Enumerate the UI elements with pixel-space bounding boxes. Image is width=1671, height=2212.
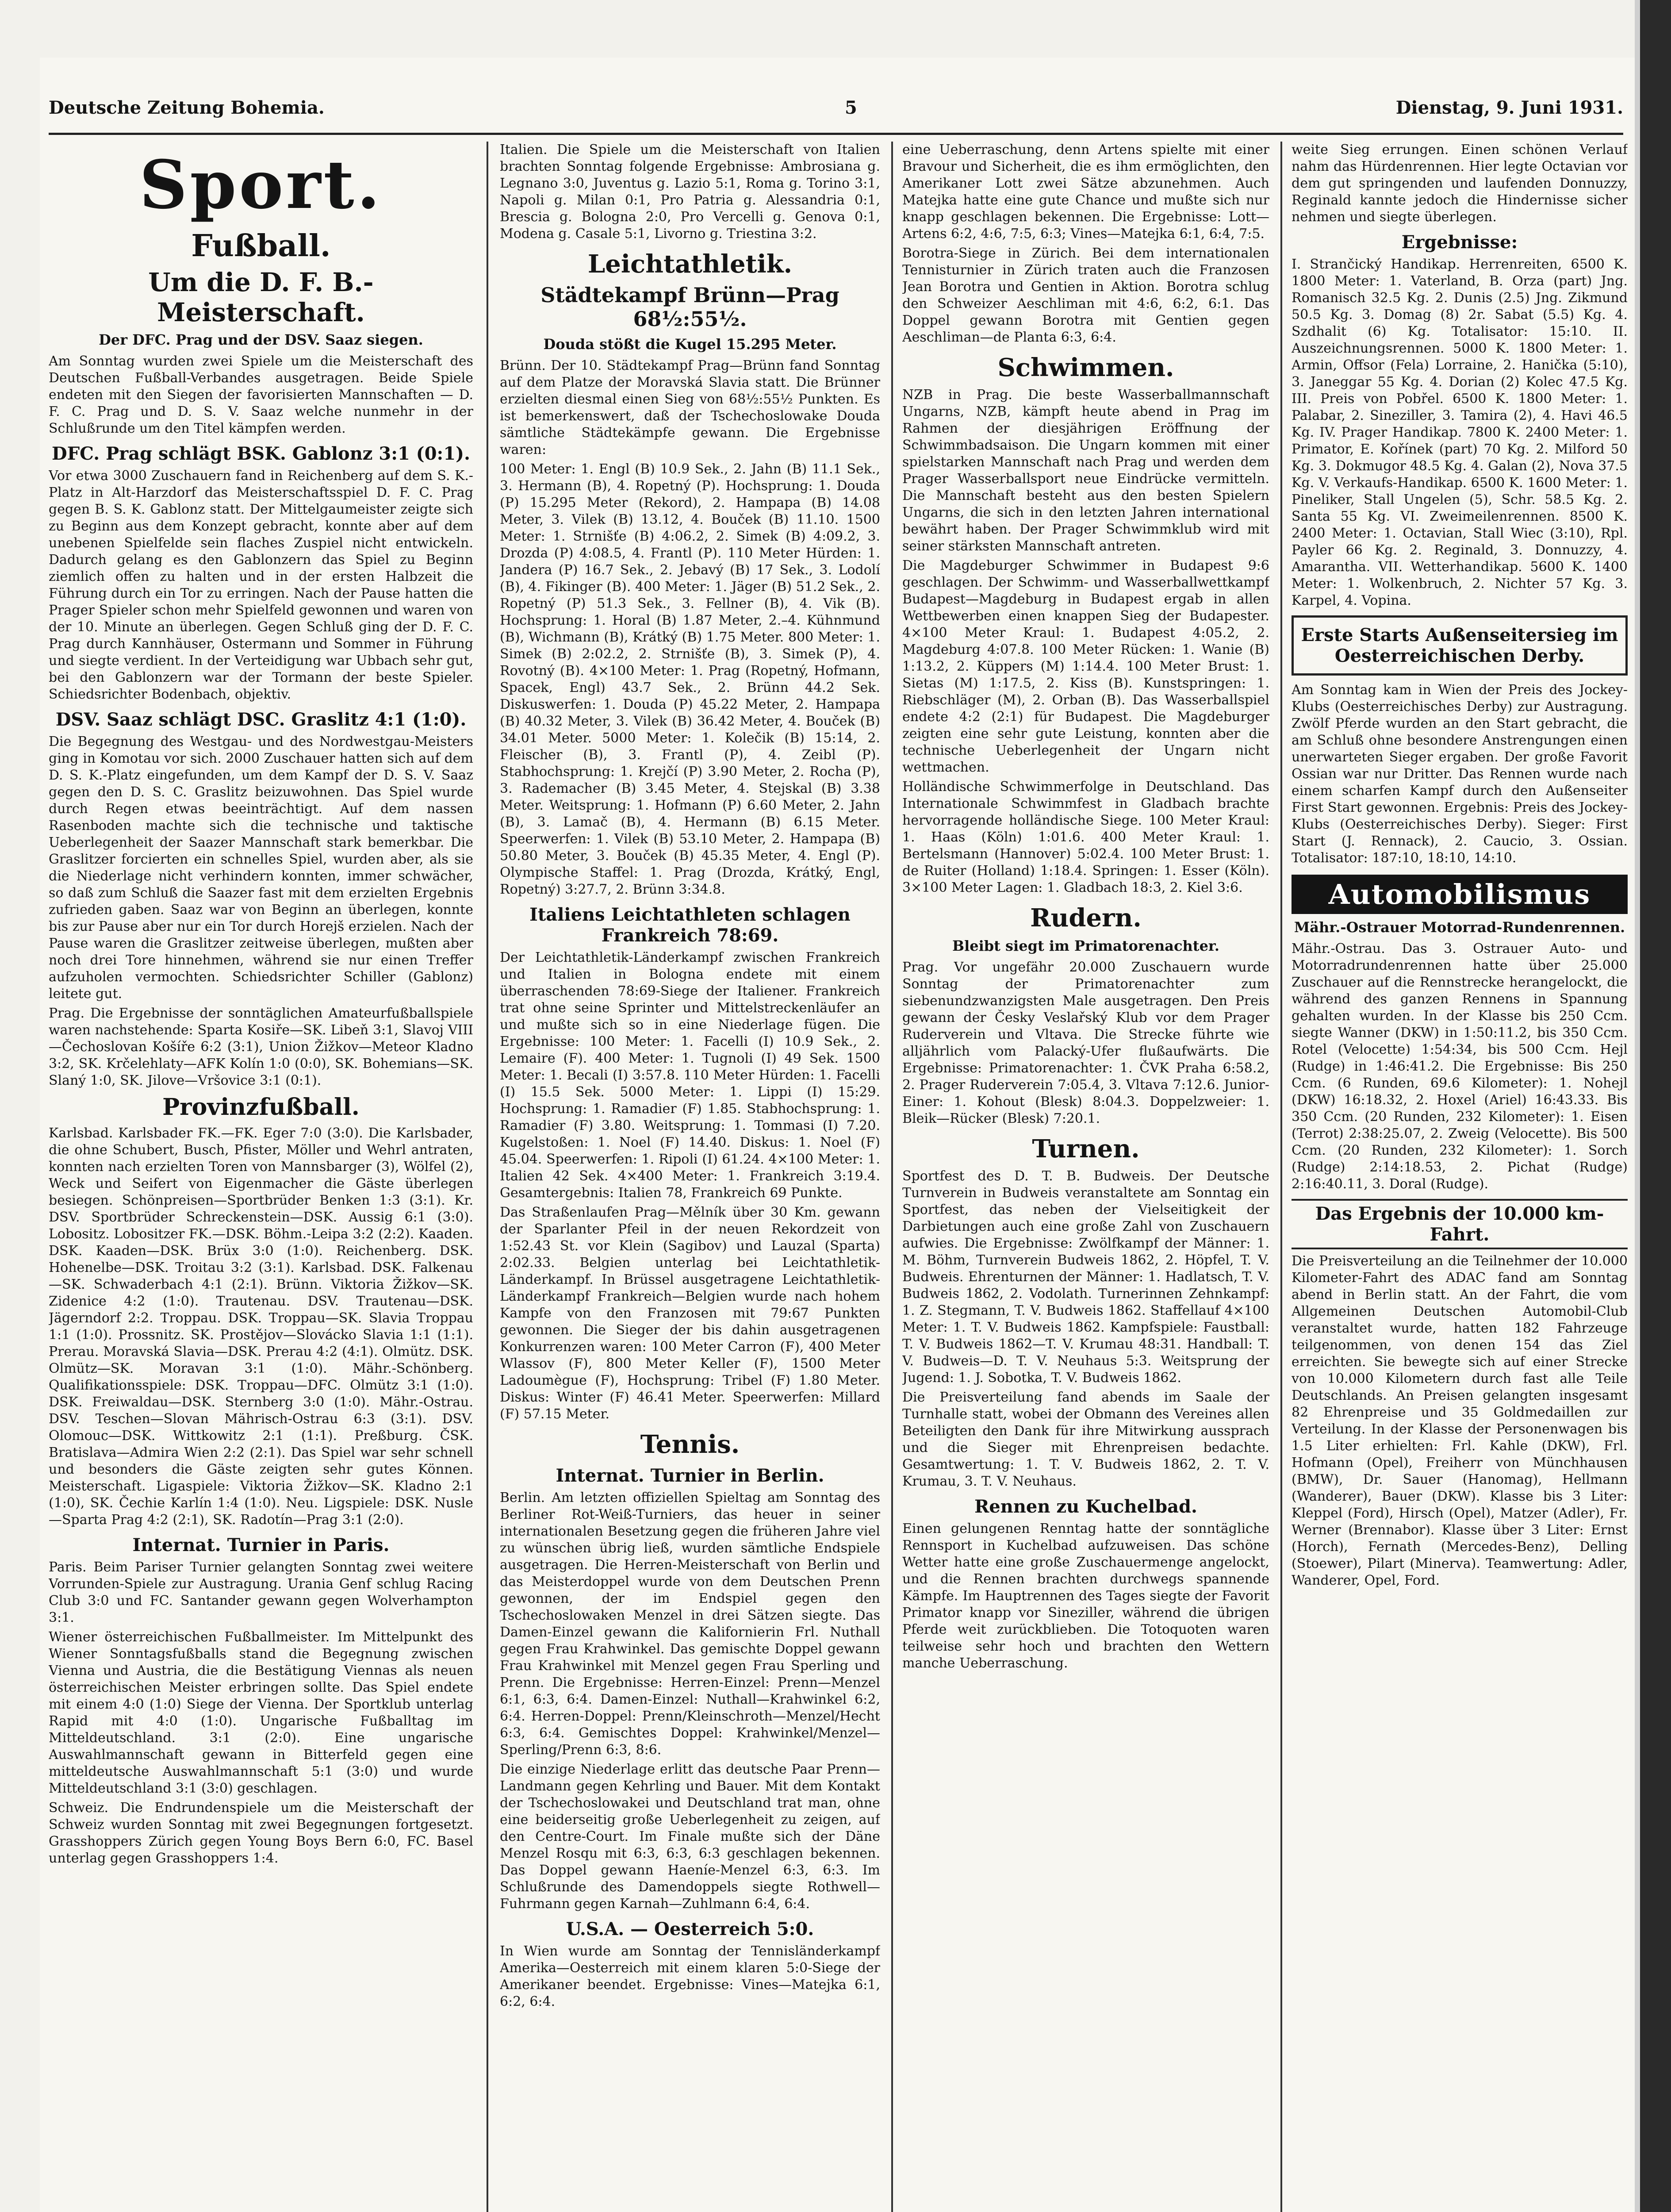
article-body-tennis-cont: eine Ueberraschung, denn Artens spielte mit einer Bravour und Sicherheit, die es ihm ermöglichten, den Amerikaner Lott zwei Sätze abzunehmen. Auch Matejka hatte eine gute Chance und mußte sich nur knapp geschlagen bekennen. Die Ergebnisse: Lott—Artens 6:2, 4:6, 7:5, 6:3; Vines—Matejka 6:1, 6:4, 7:5. [902, 142, 1269, 242]
article-heading-derby: Erste Starts Außenseitersieg im Oesterreichischen Derby. [1301, 625, 1618, 666]
article-body-strassenlauf: Das Straßenlaufen Prag—Mělník über 30 Km. gewann der Sparlanter Pfeil in der neuen Rekordzeit von 1:52.43 St. vor Klein (Sagibov) und Lauzal (Sparta) 2:02.33. Belgien unterlag bei Leichtathletik-Länderkampf. In Brüssel ausgetragene Leichtathletik-Länderkampf Frankreich—Belgien wurde nach hohem Kampfe von den Franzosen mit 79:67 Punkten gewonnen. Die Sieger der bis dahin ausgetragenen Konkurrenzen waren: 100 Meter Carron (F), 400 Meter Wlassov (F), 800 Meter Keller (F), 1500 Meter Ladoumègue (F), Hochsprung: Tribel (F) 1.80 Meter. Diskus: Winter (F) 46.41 Meter. Speerwerfen: Millard (F) 57.15 Meter. [500, 1205, 880, 1422]
article-heading-italia: Italiens Leichtathleten schlagen Frankreich 78:69. [529, 904, 851, 946]
article-body-10000km: Die Preisverteilung an die Teilnehmer der 10.000 Kilometer-Fahrt des ADAC fand am Sonntag abend in Berlin statt. An der Fahrt, die vom Allgemeinen Deutschen Automobil-Club veranstaltet wurde, hatten 182 Fahrzeuge teilgenommen, von denen 154 das Ziel erreichten. Sie bewegte sich auf einer Strecke von 10.000 Kilometern durch fast alle Teile Deutschlands. An Preisen gelangten insgesamt 82 Ehrenpreise und 35 Goldmedaillen zur Verteilung. In der Klasse der Personenwagen bis 1.5 Liter erhielten: Frl. Kahle (DKW), Frl. Hofmann (Opel), Freiherr von Münchhausen (BMW), Dr. Sauer (Hanomag), Hellmann (Wanderer), Bauer (DKW). Klasse bis 3 Liter: Kleppel (Ford), Hirsch (Opel), Matzer (Adler), Fr. Werner (Brennabor). Klasse über 3 Liter: Ernst (Horch), Fernath (Mercedes-Benz), Delling (Stoewer), Pilart (Minerva). Teamwertung: Adler, Wanderer, Opel, Ford. [1292, 1253, 1628, 1588]
column-2 [500, 142, 880, 2212]
article-subtitle-ostrau: Mähr.-Ostrauer Motorrad-Rundenrennen. [1294, 919, 1625, 936]
article-heading-saaz: DSV. Saaz schlägt DSC. Graslitz 4:1 (1:0). [55, 709, 467, 730]
article-heading-paris: Internat. Turnier in Paris. [132, 1535, 390, 1555]
section-title-sport: Sport. [139, 146, 383, 224]
article-body-turnen-2: Die Preisverteilung fand abends im Saale der Turnhalle statt, wobei der Obmann des Vereines allen Beteiligten den Dank für ihre Mitwirkung aussprach und die Sieger mit Ehrenpreisen bedachte. Gesamtwertung: 1. T. V. Budweis 1862, 2. T. V. Krumau, 3. T. V. Neuhaus. [902, 1390, 1269, 1489]
article-body-saaz: Die Begegnung des Westgau- und des Nordwestgau-Meisters ging in Komotau vor sich. 2000 Zuschauer hatten sich auf dem D. S. K.-Platz eingefunden, um dem Kampf der D. S. V. Saaz gegen den D. S. C. Graslitz beizuwohnen. Das Spiel wurde durch Regen etwas beeinträchtigt. Auf dem nassen Rasenboden machte sich die technische und taktische Ueberlegenheit der Saazer Mannschaft stark bemerkbar. Die Graslitzer forcierten ein schnelles Spiel, wurden aber, als sie die Niederlage nicht verhindern konnten, immer schwächer, so daß zum Schluß die Saazer fast mit dem erzielten Ergebnis zufrieden gaben. Saaz war von Beginn an überlegen, konnte bis zur Pause aber nur ein Tor durch Horejš erzielen. Nach der Pause waren die Graslitzer zeitweise überlegen, mußten aber noch drei Tore hinnehmen, während sie nur einen Treffer aufzuholen vermochten. Schiedsrichter Schiller (Gablonz) leitete gut. [49, 734, 473, 1002]
section-title-automobilismus: Automobilismus [1292, 875, 1628, 914]
article-body-turnen: Sportfest des D. T. B. Budweis. Der Deutsche Turnverein in Budweis veranstaltete am Sonntag ein Sportfest, das neben der Vielseitigkeit der Darbietungen auch eine große Zahl von Zuschauern aufwies. Die Ergebnisse: Zwölfkampf der Männer: 1. M. Böhm, Turnverein Budweis 1862, 2. Höpfel, T. V. Budweis. Ehrenturnen der Männer: 1. Hadlatsch, T. V. Budweis 1862, 2. Vodolath. Turnerinnen Zehnkampf: 1. Z. Stegmann, T. V. Budweis 1862. Staffellauf 4×100 Meter: 1. T. V. Budweis 1862. Kampfspiele: Faustball: T. V. Budweis 1862—T. V. Krumau 48:31. Handball: T. V. Budweis—D. T. V. Neuhaus 5:3. Weitsprung der Jugend: 1. J. Sobotka, T. V. Budweis 1862. [902, 1168, 1269, 1386]
article-body-derby: Am Sonntag kam in Wien der Preis des Jockey-Klubs (Oesterreichisches Derby) zur Austragung. Zwölf Pferde wurden an den Start gebracht, die am Schluß ohne besondere Anstrengungen einen unerwarteten Sieger ergaben. Der große Favorit Ossian war nur Dritter. Das Rennen wurde nach einem scharfen Kampf durch den Außenseiter First Start gewonnen. Ergebnis: Preis des Jockey-Klubs (Oesterreichisches Derby). Sieger: First Start (J. Rennack), 2. Caucio, 3. Ossian. Totalisator: 187:10, 18:10, 14:10. [1292, 682, 1628, 866]
section-title-provinz: Provinzfußball. [162, 1094, 360, 1121]
article-heading-staedtekampf: Städtekampf Brünn—Prag 68½:55½. [540, 283, 839, 331]
article-body-italia: Der Leichtathletik-Länderkampf zwischen Frankreich und Italien in Bologna endete mit einem überraschenden 78:69-Siege der Italiener. Frankreich trat ohne seine Sprinter und Mittelstreckenläufer an und mußte sich so in eine Niederlage fügen. Die Ergebnisse: 100 Meter: 1. Facelli (I) 10.9 Sek., 2. Lemaire (F). 400 Meter: 1. Tugnoli (I) 49 Sek. 1500 Meter: 1. Becali (I) 3:57.8. 110 Meter Hürden: 1. Facelli (I) 15.5 Sek. 5000 Meter: 1. Lippi (I) 15:29. Hochsprung: 1. Ramadier (F) 1.85. Stabhochsprung: 1. Ramadier (F) 3.80. Weitsprung: 1. Tommasi (I) 7.20. Kugelstoßen: 1. Noel (F) 14.40. Diskus: 1. Noel (F) 45.04. Speerwerfen: 1. Ripoli (I) 61.24. 4×100 Meter: 1. Italien 42 Sek. 4×400 Meter: 1. Frankreich 3:19.4. Gesamtergebnis: Italien 78, Frankreich 69 Punkte. [500, 950, 880, 1201]
article-body-berlin: Berlin. Am letzten offiziellen Spieltag am Sonntag des Berliner Rot-Weiß-Turniers, das heuer in seiner internationalen Besetzung gegen die früheren Jahre viel zu wünschen übrig ließ, wurden sämtliche Endspiele ausgetragen. Die Herren-Meisterschaft von Berlin und das Meisterdoppel wurde von dem Deutschen Prenn gewonnen, der im Endspiel gegen den Tschechoslowaken Menzel in drei Sätzen siegte. Das Damen-Einzel gewann die Kalifornierin Frl. Nuthall gegen Frau Krahwinkel. Das gemischte Doppel gewann Frau Krahwinkel mit Menzel gegen Frau Sperling und Prenn. Die Ergebnisse: Herren-Einzel: Prenn—Menzel 6:1, 6:3, 6:4. Damen-Einzel: Nuthall—Krahwinkel 6:2, 6:4. Herren-Doppel: Prenn/Kleinschroth—Menzel/Hecht 6:3, 6:4. Gemischtes Doppel: Krahwinkel/Menzel—Sperling/Prenn 6:3, 8:6. [500, 1490, 880, 1758]
article-body-italien: Italien. Die Spiele um die Meisterschaft von Italien brachten Sonntag folgende Ergebnisse: Ambrosiana g. Legnano 3:0, Juventus g. Lazio 5:1, Roma g. Torino 3:1, Napoli g. Milan 0:1, Pro Patria g. Alessandria 0:1, Brescia g. Bologna 2:0, Pro Vercelli g. Genova 0:1, Modena g. Casale 5:1, Livorno g. Triestina 3:2. [500, 142, 880, 242]
article-body-dfc: Vor etwa 3000 Zuschauern fand in Reichenberg auf dem S. K.-Platz in Alt-Harzdorf das Meisterschaftsspiel D. F. C. Prag gegen B. S. K. Gablonz statt. Der Mittelgaumeister zeigte sich zu Beginn aus dem Konzept gebracht, konnte aber auf dem unebenen Spielfelde sein flaches Zuspiel nicht entwickeln. Dadurch gelang es den Gablonzern das Spiel zu Beginn ziemlich offen zu halten und in der ersten Halbzeit die Führung durch ein Tor zu erringen. Nach der Pause hatten die Prager Spieler schon mehr Spielfeld gewonnen und waren von der 10. Minute an überlegen. Gegen Schluß ging der D. F. C. Prag durch Kannhäuser, Ostermann und Sommer in Führung und siegte verdient. In der Verteidigung war Ubbach sehr gut, bei den Gablonzern war der Tormann der beste Spieler. Schiedsrichter Bodenbach, objektiv. [49, 468, 473, 702]
column-4 [1292, 142, 1628, 2212]
article-heading-ergebnisse: Ergebnisse: [1401, 232, 1518, 253]
section-title-tennis: Tennis. [640, 1430, 740, 1459]
article-body-rudern: Prag. Vor ungefähr 20.000 Zuschauern wurde Sonntag der Primatorenachter zum siebenundzwanzigsten Male ausgetragen. Den Preis gewann der Česky Veslařský Klub vor dem Prager Ruderverein und Vltava. Die Strecke führte wie alljährlich vom Palacký-Ufer flußaufwärts. Die Ergebnisse: Primatorenachter: 1. ČVK Praha 6:58.2, 2. Prager Ruderverein 7:05.4, 3. Vltava 7:12.6. Junior-Einer: 1. Kohout (Blesk) 8:04.3. Doppelzweier: 1. Bleik—Rücker (Blesk) 7:20.1. [902, 960, 1269, 1126]
section-title-schwimmen: Schwimmen. [997, 353, 1174, 382]
article-heading-dfc: DFC. Prag schlägt BSK. Gablonz 3:1 (0:1). [52, 443, 470, 464]
article-body-holland: Holländische Schwimmerfolge in Deutschland. Das Internationale Schwimmfest in Gladbach brachte hervorragende holländische Siege. 100 Meter Kraul: 1. Haas (Köln) 1:01.6. 400 Meter Kraul: 1. Bertelsmann (Hannover) 5:02.4. 100 Meter Brust: 1. de Ruiter (Holland) 1:18.4. Springen: 1. Esser (Köln). 3×100 Meter Lagen: 1. Gladbach 18:3, 2. Kiel 3:6. [902, 779, 1269, 895]
article-body-ungarn: NZB in Prag. Die beste Wasserballmannschaft Ungarns, NZB, kämpft heute abend in Prag im Rahmen der diesjährigen Eröffnung der Schwimmbadsaison. Die Ungarn kommen mit einer spielstarken Mannschaft nach Prag und werden dem Prager Wasserballsport neue Eindrücke vermitteln. Die Mannschaft besteht aus den besten Spielern Ungarns, die sich in den letzten Jahren international bewährt haben. Der Prager Schwimmklub wird mit seiner stärksten Mannschaft antreten. [902, 387, 1269, 554]
results-staedtekampf: 100 Meter: 1. Engl (B) 10.9 Sek., 2. Jahn (B) 11.1 Sek., 3. Hermann (B), 4. Ropetný (P). Hochsprung: 1. Douda (P) 15.295 Meter (Rekord), 2. Hampapa (B) 14.08 Meter, 3. Vilek (B) 13.12, 4. Bouček (B) 11.10. 1500 Meter: 1. Strnišťe (B) 4:06.2, 2. Simek (B) 4:09.2, 3. Drozda (P) 4:08.5, 4. Frantl (P). 110 Meter Hürden: 1. Jandera (P) 16.7 Sek., 2. Jebavý (B) 17 Sek., 3. Lodolí (B), 4. Fikinger (B). 400 Meter: 1. Jäger (B) 51.2 Sek., 2. Ropetný (P) 51.3 Sek., 3. Fellner (B), 4. Vik (B). Hochsprung: 1. Horal (B) 1.87 Meter, 2.–4. Kühnmund (B), Wichmann (B), Krátký (B) 1.75 Meter. 800 Meter: 1. Simek (B) 2:02.2, 2. Strnišťe (B), 3. Simek (P), 4. Rovotný (B). 4×100 Meter: 1. Prag (Ropetný, Hofmann, Spacek, Engl) 43.7 Sek., 2. Brünn 44.2 Sek. Diskuswerfen: 1. Douda (P) 45.22 Meter, 2. Hampapa (B) 40.32 Meter, 3. Vilek (B) 36.42 Meter, 4. Bouček (B) 34.01 Meter. 5000 Meter: 1. Kolečik (B) 15:14, 2. Fleischer (B), 3. Frantl (P), 4. Zeibl (P). Stabhochsprung: 1. Krejčí (P) 3.90 Meter, 2. Rocha (P), 3. Rademacher (B) 3.45 Meter, 4. Stejskal (B) 3.38 Meter. Weitsprung: 1. Hofmann (P) 6.60 Meter, 2. Jahn (B), 3. Lamač (B), 4. Hermann (B) 6.15 Meter. Speerwerfen: 1. Vilek (B) 53.10 Meter, 2. Hampapa (B) 50.80 Meter, 3. Bouček (B) 45.35 Meter, 4. Engl (P). Olympische Staffel: 1. Prag (Drozda, Krátký, Engl, Ropetný) 3:27.7, 2. Brünn 3:34.8. [500, 461, 880, 897]
article-body-ostrau: Mähr.-Ostrau. Das 3. Ostrauer Auto- und Motorradrundenrennen hatte über 25.000 Zuschauer auf die Rennstrecke herangelockt, die während des ganzen Rennens in Spannung gehalten wurden. In der Klasse bis 250 Ccm. siegte Wanner (DKW) in 1:50:11.2, bis 350 Ccm. Rotel (Velocette) 1:54:34, bis 500 Ccm. Hejl (Rudge) in 1:46:41.2. Die Ergebnisse: Bis 250 Ccm. (6 Runden, 69.6 Kilometer): 1. Nohejl (DKW) 16:18.32, 2. Hoxel (Ariel) 16:43.33. Bis 350 Ccm. (20 Runden, 232 Kilometer): 1. Eisen (Terrot) 2:38:25.07, 2. Zweig (Velocette). Bis 500 Ccm. (20 Runden, 232 Kilometer): 1. Sorch (Rudge) 2:14:18.53, 2. Pichat (Rudge) 2:16:40.11, 3. Doral (Rudge). [1292, 941, 1628, 1192]
article-subtitle: Der DFC. Prag und der DSV. Saaz siegen. [99, 331, 423, 348]
article-heading-usa: U.S.A. — Oesterreich 5:0. [566, 1919, 814, 1939]
article-intro: Am Sonntag wurden zwei Spiele um die Meisterschaft des Deutschen Fußball-Verbandes ausgetragen. Beide Spiele endeten mit den Siegen der favorisierten Mannschaften — D. F. C. Prag und D. S. V. Saaz welche nunmehr in der Schlußrunde um den Titel kämpfen werden. [49, 353, 473, 436]
boxed-heading-derby [1292, 615, 1628, 676]
article-body-rennen-cont: weite Sieg errungen. Einen schönen Verlauf nahm das Hürdenrennen. Hier legte Octavian vor dem gut springenden und laufenden Donnuzzy, Reginald kannte jedoch die Hindernisse sicher nehmen und siegte überlegen. [1292, 142, 1628, 225]
article-heading-10000km: Das Ergebnis der 10.000 km-Fahrt. [1292, 1199, 1628, 1249]
article-body-bruenn: Brünn. Der 10. Städtekampf Prag—Brünn fand Sonntag auf dem Platze der Moravská Slavia statt. Die Brünner erzielten diesmal einen Sieg von 68½:55½ Punkten. Es ist bemerkenswert, daß der Tschechoslowake Douda sämtliche Städtekämpfe gewann. Die Ergebnisse waren: [500, 358, 880, 457]
column-1 [49, 142, 473, 2212]
article-subtitle-douda: Douda stößt die Kugel 15.295 Meter. [543, 336, 837, 353]
scan-edge [1635, 0, 1640, 2212]
results-rennen: I. Strančický Handikap. Herrenreiten, 6500 K. 1800 Meter: 1. Vaterland, B. Orza (part) Jng. Romanisch 32.5 Kg. 2. Dunis (2.5) Jng. Zikmund 50.5 Kg. 3. Domag (8) 2r. Sabat (5.5) Kg. 4. Szdhalit (6) Kg. Totalisator: 15:10. II. Auszeichnungsrennen. 5000 K. 1800 Meter: 1. Armin, Offsor (Fela) Lorraine, 2. Hanička (5:10), 3. Janeggar 55 Kg. 4. Dorian (2) Kolec 47.5 Kg. III. Preis von Pobřel. 6500 K. 1800 Meter: 1. Palabar, 2. Sineziller, 3. Tamira (2), 4. Havi 46.5 Kg. IV. Prager Handikap. 7800 K. 2400 Meter: 1. Primator, E. Kořínek (part) 70 Kg. 2. Milford 50 Kg. 3. Dokmugor 48.5 Kg. 4. Galan (2), Nova 37.5 Kg. V. Verkaufs-Handikap. 6500 K. 1600 Meter: 1. Pineliker, Stall Ungelen (5), Schr. 58.5 Kg. 2. Santa 55 Kg. VI. Zweimeilenrennen. 8500 K. 2400 Meter: 1. Octavian, Stall Wiec (3:10), Rpl. Payler 66 Kg. 2. Reginald, 3. Donnuzzy, 4. Amarantha. VII. Wetterhandikap. 5600 K. 1400 Meter: 1. Wolkenbruch, 2. Nichter 57 Kg. 3. Karpel, 4. Vopina. [1292, 257, 1628, 608]
article-body-wien: Wiener österreichischen Fußballmeister. Im Mittelpunkt des Wiener Sonntagsfußballs stand die Begegnung zwischen Vienna und Austria, die die Bestätigung Viennas als neuen österreichischen Meister erbringen sollte. Das Spiel endete mit einem 4:0 (1:0) Siege der Vienna. Der Sportklub unterlag Rapid mit 4:0 (1:0). Ungarische Fußballtag im Mitteldeutschland. 3:1 (2:0). Eine ungarische Auswahlmannschaft gewann in Bitterfeld gegen eine mitteldeutsche Auswahlmannschaft 5:1 (3:0) und wurde Mitteldeutschland 3:1 (3:0) geschlagen. [49, 1629, 473, 1796]
article-body-borotra: Borotra-Siege in Zürich. Bei dem internationalen Tennisturnier in Zürich traten auch die Franzosen Jean Borotra und Gentien in Aktion. Borotra schlug den Schweizer Aeschliman mit 4:6, 6:2, 6:1. Das Doppel gewann Borotra mit Gentien gegen Aeschliman—de Planta 6:3, 6:4. [902, 246, 1269, 345]
header-date: Dienstag, 9. Juni 1931. [1395, 97, 1623, 118]
article-body-usa: In Wien wurde am Sonntag der Tennisländerkampf Amerika—Oesterreich mit einem klaren 5:0-Siege der Amerikaner beendet. Ergebnisse: Vines—Matejka 6:1, 6:2, 6:4. [500, 1943, 880, 2009]
column-3 [902, 142, 1269, 2212]
section-title-rudern: Rudern. [1030, 903, 1142, 933]
article-heading-berlin: Internat. Turnier in Berlin. [556, 1465, 824, 1486]
column-rule [487, 142, 488, 2212]
section-title-leichtathletik: Leichtathletik. [587, 250, 793, 279]
article-body-kuchelbad: Einen gelungenen Renntag hatte der sonntägliche Rennsport in Kuchelbad aufzuweisen. Das schöne Wetter hatte eine große Zuschauermenge angelockt, und die Rennen brachten durchwegs spannende Kämpfe. Im Hauptrennen des Tages siegte der Favorit Primator knapp vor Sineziller, während die übrigen Pferde weit zurückblieben. Die Totoquoten waren teilweise sehr hoch und brachten den Wettern manche Ueberraschung. [902, 1521, 1269, 1671]
section-title-fussball: Fußball. [191, 228, 331, 264]
section-title-turnen: Turnen. [1032, 1134, 1140, 1164]
article-title: Um die D. F. B.-Meisterschaft. [148, 267, 374, 327]
header-newspaper-name: Deutsche Zeitung Bohemia. [49, 97, 325, 118]
article-body-provinz: Karlsbad. Karlsbader FK.—FK. Eger 7:0 (3:0). Die Karlsbader, die ohne Schubert, Busch, Pfister, Möller und Wehrl antraten, konnten nach erzielten Toren von Mannsbarger (3), Wölfel (2), Weck und Seifert von Eigenmacher die Gäste überlegen besiegen. Schönpreisen—Sportbrüder Benken 1:3 (3:1). Kr. DSV. Sportbrüder Schreckenstein—DSK. Aussig 6:1 (3:0). Lobositz. Lobositzer FK.—DSK. Böhm.-Leipa 3:2 (2:2). Kaaden. DSK. Kaaden—DSK. Brüx 3:0 (1:0). Reichenberg. DSK. Hohenelbe—DSK. Troitau 3:2 (3:1). Karlsbad. DSK. Falkenau—SK. Schwaderbach 4:1 (2:1). Brünn. Viktoria Žižkov—SK. Zidenice 4:2 (1:0). Trautenau. DSV. Trautenau—DSK. Jägerndorf 2:2. Troppau. DSK. Troppau—SK. Slavia Troppau 1:1 (1:0). Prossnitz. SK. Prostějov—Slovácko Slavia 1:1 (1:1). Prerau. Moravská Slavia—DSK. Prerau 4:2 (4:1). Olmütz. DSK. Olmütz—SK. Moravan 3:1 (1:0). Mähr.-Schönberg. Qualifikationsspiele: DSK. Troppau—DFC. Olmütz 3:1 (1:0). DSK. Freiwaldau—DSK. Sternberg 3:0 (1:0). Mähr.-Ostrau. DSV. Teschen—Slovan Mährisch-Ostrau 6:3 (3:1). DSV. Olomouc—DSK. Wittkowitz 2:1 (1:1). Preßburg. ČSK. Bratislava—Admira Wien 2:2 (2:1). Das Spiel war sehr schnell und besonders die Gäste zeigten sehr gutes Können. Meisterschaft. Ligaspiele: Viktoria Žižkov—SK. Kladno 2:1 (1:0), SK. Čechie Karlín 1:4 (1:0). Neu. Ligspiele: DSK. Nusle—Sparta Prag 4:2 (2:1), SK. Radotín—Prag 3:1 (2:0). [49, 1125, 473, 1528]
article-body-berlin-2: Die einzige Niederlage erlitt das deutsche Paar Prenn—Landmann gegen Kehrling und Bauer. Mit dem Kontakt der Tschechoslowakei und Deutschland trat man, ohne eine beiderseitig große Ueberlegenheit zu zeigen, auf den Centre-Court. Im Finale mußte sich der Däne Menzel Rosqu mit 6:3, 6:3, 6:3 geschlagen bekennen. Das Doppel gewann Haeníe-Menzel 6:3, 6:3. Im Schlußrunde des Damendoppels siegte Rothwell—Fuhrmann gegen Karnah—Zuhlmann 6:4, 6:4. [500, 1762, 880, 1912]
column-rule [1280, 142, 1282, 2212]
page-header [49, 97, 1623, 128]
article-body-schweiz: Schweiz. Die Endrundenspiele um die Meisterschaft der Schweiz wurden Sonntag mit zwei Begegnungen fortgesetzt. Grasshoppers Zürich gegen Young Boys Bern 6:0, FC. Basel unterlag gegen Grasshoppers 1:4. [49, 1800, 473, 1866]
article-heading-kuchelbad: Rennen zu Kuchelbad. [974, 1496, 1197, 1517]
header-rule [49, 133, 1623, 135]
scan-border [1640, 0, 1671, 2212]
article-body-prag: Prag. Die Ergebnisse der sonntäglichen Amateurfußballspiele waren nachstehende: Sparta Kosiře—SK. Libeň 3:1, Slavoj VIII—Čechoslovan Košíře 6:2 (3:1), Union Žižkov—Meteor Kladno 3:2, SK. Krčelehlaty—AFK Kolín 1:0 (0:0), SK. Bohemians—SK. Slaný 1:0, SK. Jilove—Vršovice 3:1 (0:1). [49, 1006, 473, 1088]
article-body-magdeburg: Die Magdeburger Schwimmer in Budapest 9:6 geschlagen. Der Schwimm- und Wasserballwettkampf Budapest—Magdeburg in Budapest ergab in allen Wettbewerben einen knappen Sieg der Budapester. 4×100 Meter Kraul: 1. Budapest 4:05.2, 2. Magdeburg 4:07.8. 100 Meter Rücken: 1. Wanie (B) 1:13.2, 2. Küppers (M) 1:14.4. 100 Meter Brust: 1. Sietas (M) 1:17.5, 2. Kiss (B). Kunstspringen: 1. Riebschläger (M), 2. Orban (B). Das Wasserballspiel endete 4:2 (2:1) für Budapest. Die Magdeburger zeigten eine sehr gute Leistung, konnten aber die technische Ueberlegenheit der Ungarn nicht wettmachen. [902, 558, 1269, 775]
column-rule [891, 142, 893, 2212]
article-subtitle-rudern: Bleibt siegt im Primatorenachter. [952, 937, 1219, 954]
header-page-number: 5 [845, 97, 857, 118]
article-body-paris: Paris. Beim Pariser Turnier gelangten Sonntag zwei weitere Vorrunden-Spiele zur Austragung. Urania Genf schlug Racing Club 3:0 und FC. Santander gewann gegen Wolverhampton 3:1. [49, 1559, 473, 1625]
